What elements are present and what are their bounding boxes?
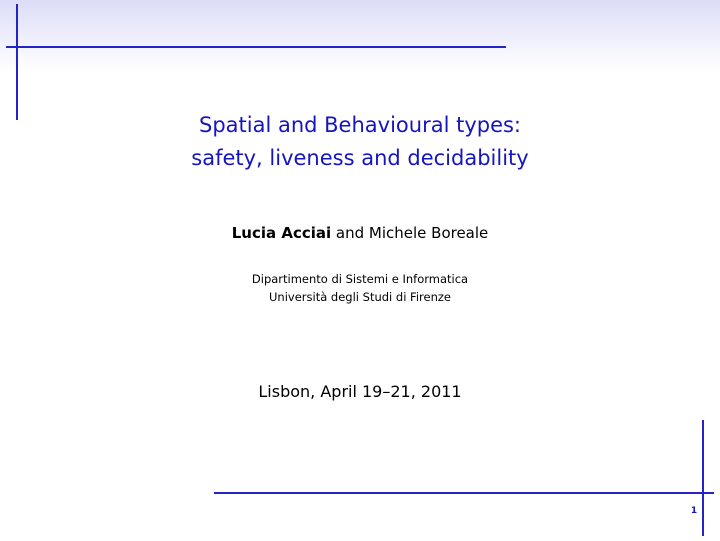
bottom-right-vertical-rule <box>702 420 704 536</box>
primary-author: Lucia Acciai <box>231 224 332 242</box>
affiliation-university: Università degli Studi di Firenze <box>269 290 451 304</box>
slide-title-line-1: Spatial and Behavioural types: <box>198 113 522 137</box>
slide-title-line-2: safety, liveness and decidability <box>191 146 529 170</box>
venue-date: Lisbon, April 19–21, 2011 <box>258 382 462 401</box>
bottom-right-horizontal-rule <box>214 492 714 494</box>
authors <box>0 224 720 242</box>
co-author: and Michele Boreale <box>331 224 489 242</box>
affiliation-department: Dipartimento di Sistemi e Informatica <box>251 272 469 286</box>
top-left-vertical-rule <box>16 4 18 120</box>
page-number: 1 <box>690 506 698 516</box>
top-left-horizontal-rule <box>6 46 506 48</box>
header-gradient <box>0 0 720 72</box>
